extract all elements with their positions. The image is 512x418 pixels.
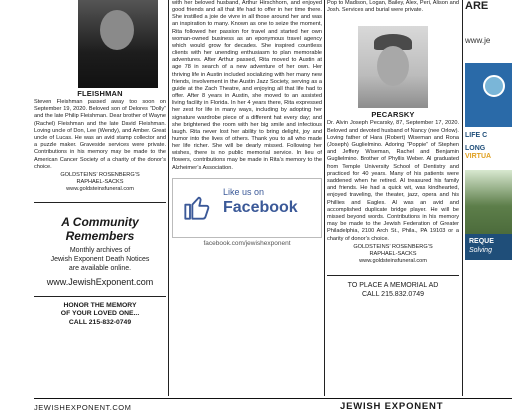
community-url-link[interactable]: www.JewishExponent.com: [46, 276, 154, 287]
funeral-home-name: GOLDSTEINS’ ROSENBERG’S: [60, 172, 140, 179]
funeral-home-name-2: RAPHAEL-SACKS: [76, 179, 124, 186]
column-rule-2: [324, 0, 325, 396]
column-right: [327, 0, 459, 299]
thumbs-up-icon: [183, 193, 211, 221]
facebook-wordmark: Facebook: [223, 198, 298, 216]
honor-line-1: HONOR THE MEMORY: [63, 301, 137, 309]
funeral-home-name-4: RAPHAEL-SACKS: [369, 251, 417, 258]
ad-life-line-1: LIFE C: [465, 132, 488, 139]
obit-text-continued: Pop to Madison, Logan, Bailey, Alex, Peri, Alison and Josh. Services and burial were private.: [327, 0, 459, 14]
section-divider-2: [34, 296, 166, 297]
ad-virtual-text: VIRTUA: [465, 153, 492, 160]
obit-text-fleishman: Steven Fleishman passed away too soon on September 19, 2020. Beloved son of Delores “Dolly” and the late Philip Fleishman. Dear brother of Wayne (Rachel) Fleishman and the late David Fleishman. Loving uncle of Don, Lee (Wendy), and Amber. Great uncle of Lucas. He was an avid stamp collector and a puzzle maker. Graveside services were private. Contributions in his memory may be made to the American Cancer Society of a charity of the donor’s choice.: [34, 99, 166, 170]
memorial-phone: CALL 215.832.0749: [361, 290, 424, 298]
honor-phone: CALL 215-832-0749: [68, 318, 132, 326]
community-title-2: Remembers: [65, 228, 135, 243]
ad-photo: [465, 170, 512, 260]
ad-url[interactable]: www.je: [465, 36, 491, 45]
ad-blue-panel: [465, 63, 512, 127]
facebook-url-link[interactable]: facebook.com/jewishexponent: [203, 239, 291, 247]
fleishman-photo: [78, 0, 158, 88]
column-middle: [172, 0, 322, 247]
community-title-1: A Community: [61, 214, 139, 229]
community-sub-1: Monthly archives of: [69, 246, 131, 254]
obit-name-pecarsky: PECARSKY: [371, 110, 415, 120]
ad-headline: ARE: [465, 0, 489, 12]
funeral-home-url-2: www.goldsteinsfuneral.com: [359, 258, 427, 265]
community-sub-2: Jewish Exponent Death Notices: [50, 255, 150, 263]
footer-website: JEWISHEXPONENT.COM: [34, 403, 132, 412]
funeral-home-url: www.goldsteinsfuneral.com: [66, 186, 134, 193]
ad-band: [465, 234, 512, 260]
column-rule-3: [462, 0, 463, 396]
obit-text-hirschhorn: with her beloved husband, Arthur Hirschhorn, and enjoyed good friends and all that life had to offer in her time there. She instilled a joie de vivre in all those around her and was an inspiration to many. Known as one to seize the moment, Rita followed her passion for travel and started her own woman-owned business as an eponymous travel agency which would grow for decades. She inspired countless clients with her unending enthusiasm to plan memorable adventures. After Arthur passed, Rita moved to Austin at age 78 in search of a new adventure of her own. Her thriving life in Austin included socializing with her many new friends, involvement in the Austin Jazz Society, serving as a guide at the Zach Theatre, and enjoying all that life had to offer. After 8 years in Austin, she moved to an assisted living facility in Florida. In her 4 years there, Rita expressed her zest for life in many ways, including by adopting her signature wardrobe piece of a different hat every day; and she brightened the room with her big smile and infectious laugh. Rita never lost her ability to bring delight, joy and humor into the lives of others. Thank you to all who made her life richer. She will be dearly missed. Following her wishes, there is no public memorial service. In lieu of flowers, contributions may be made in Rita’s memory to the Alzheimer’s Association.: [172, 0, 322, 171]
ad-life-line-2: LONG: [465, 145, 486, 152]
pecarsky-photo: [358, 26, 428, 108]
community-sub-3: are available online.: [68, 264, 132, 272]
community-remembers-ad: [34, 215, 166, 287]
column-left: [34, 0, 166, 327]
footer-rule: [34, 398, 512, 399]
footer-publication-name: JEWISH EXPONENT: [340, 401, 444, 412]
ad-band-line-1: REQUE: [469, 238, 494, 245]
obit-text-pecarsky: Dr. Alvin Joseph Pecarsky, 87, September 17, 2020. Beloved and devoted husband of Nancy (nee Orlow). Loving father of Hara (Robert) Wiseman and Rona (Joseph) Guglielmino. Adoring “Poppie” of Stephen and Jeffery Wiseman, Rachel and Benjamin Guglielmino. Brother of Phyllis Weber. Al graduated from Temple University School of Dentistry and practiced for 40 years. Many of his patients were saddened when he retired. Al treasured his family and friends. He had a quick wit, was kindhearted, enjoyed traveling, the theater, jazz, opera and his Phillies and Eagles. Al was an avid and accomplished duplicate bridge player. He will be missed beyond words. Contributions in his memory may be made to the Jewish Federation of Greater Philadelphia, 2100 Arch St., Phila., PA 19103 or a charity of donor’s choice.: [327, 120, 459, 242]
ad-band-line-2: Solving: [469, 247, 492, 254]
facebook-ad[interactable]: [172, 178, 322, 238]
section-divider: [34, 202, 166, 203]
facebook-like-text: Like us on: [223, 186, 265, 197]
side-advertisement[interactable]: [465, 0, 512, 260]
obit-name-fleishman: FLEISHMAN: [77, 89, 123, 98]
honor-line-2: OF YOUR LOVED ONE...: [60, 310, 140, 318]
funeral-home-name-3: GOLDSTEINS’ ROSENBERG’S: [353, 243, 433, 250]
section-divider-3: [327, 275, 459, 276]
memorial-line-1: TO PLACE A MEMORIAL AD: [347, 282, 439, 290]
honor-memory-ad: [34, 302, 166, 328]
ad-logo-icon: [483, 75, 505, 97]
column-rule-1: [168, 0, 169, 396]
memorial-ad: [327, 282, 459, 299]
